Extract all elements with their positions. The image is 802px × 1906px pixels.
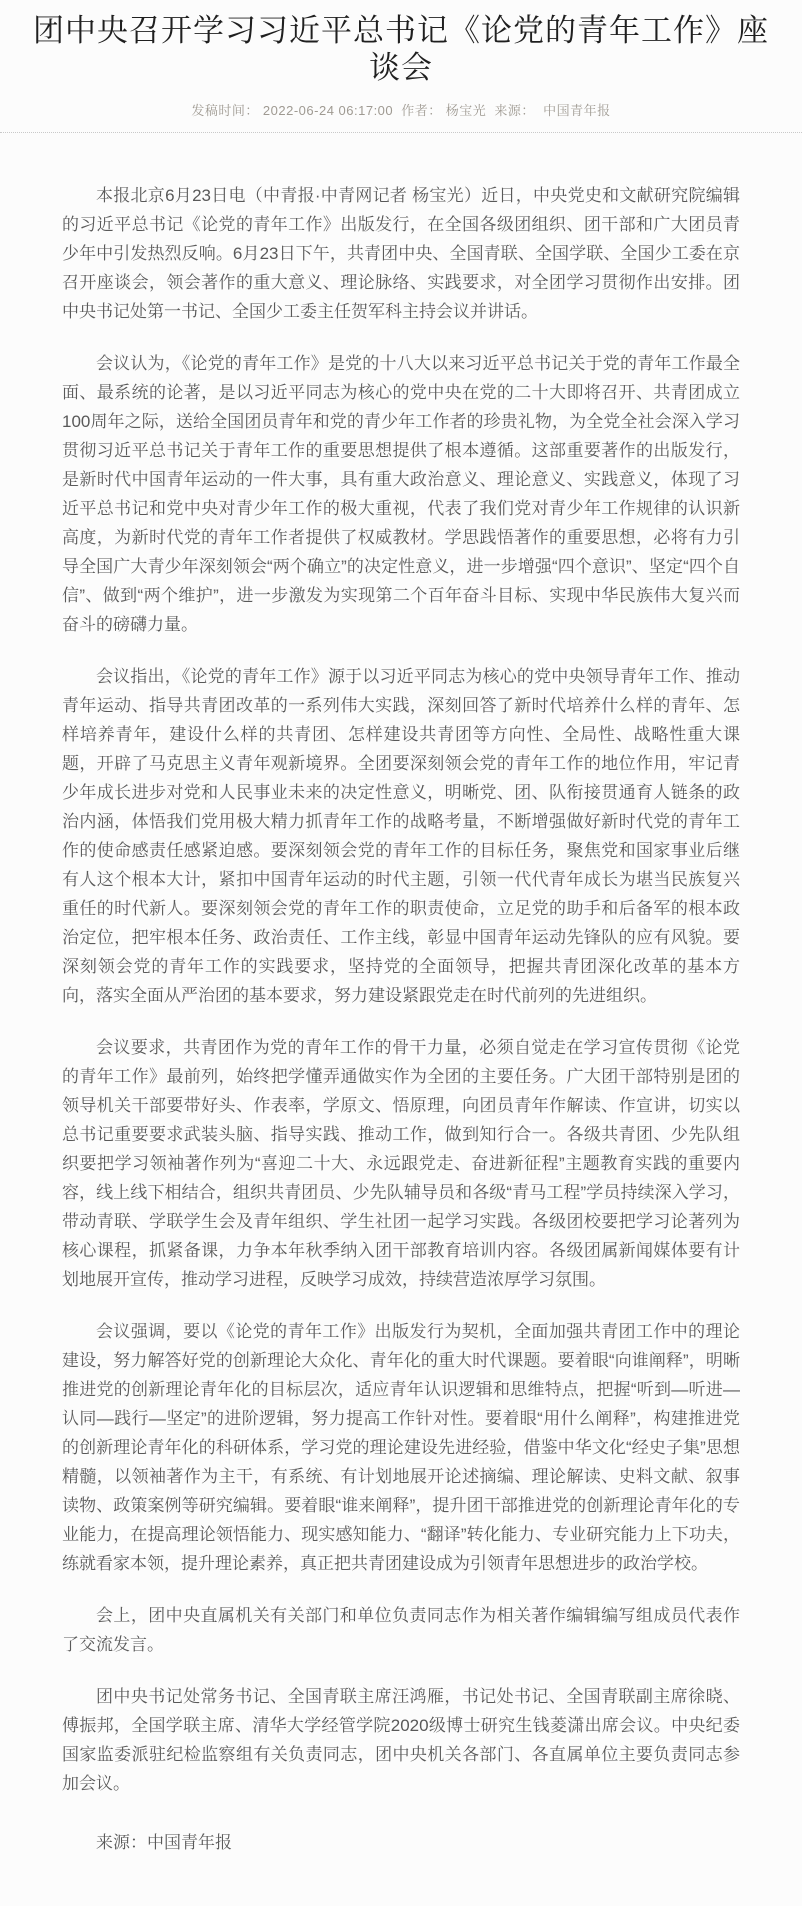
article-meta (26, 100, 776, 132)
source-value: 中国青年报 (543, 103, 611, 119)
article-header (0, 0, 802, 132)
paragraph-6: 会上，团中央直属机关有关部门和单位负责同志作为相关著作编辑编写组成员代表作了交流发言。 (62, 1606, 740, 1655)
publish-time-label: 发稿时间： (191, 103, 259, 119)
article-title: 团中央召开学习习近平总书记《论党的青年工作》座谈会 (33, 13, 769, 86)
paragraph-4: 会议要求，共青团作为党的青年工作的骨干力量，必须自觉走在学习宣传贯彻《论党的青年工作》最前列，始终把学懂弄通做实作为全团的主要任务。广大团干部特别是团的领导机关干部要带好头、作表率，学原文、悟原理，向团员青年作解读、作宣讲，切实以总书记重要要求武装头脑、指导实践、推动工作，做到知行合一。各级共青团、少先队组织要把学习领袖著作列为“喜迎二十大、永远跟党走、奋进新征程”主题教育实践的重要内容，线上线下相结合，组织共青团员、少先队辅导员和各级“青马工程”学员持续深入学习，带动青联、学联学生会及青年组织、学生社团一起学习实践。各级团校要把学习论著列为核心课程，抓紧备课，力争本年秋季纳入团干部教育培训内容。各级团属新闻媒体要有计划地展开宣传，推动学习进程，反映学习成效，持续营造浓厚学习氛围。 (62, 1038, 740, 1290)
paragraph-3: 会议指出，《论党的青年工作》源于以习近平同志为核心的党中央领导青年工作、推动青年运动、指导共青团改革的一系列伟大实践，深刻回答了新时代培养什么样的青年、怎样培养青年，建设什么样的共青团、怎样建设共青团等方向性、全局性、战略性重大课题，开辟了马克思主义青年观新境界。全团要深刻领会党的青年工作的地位作用，牢记青少年成长进步对党和人民事业未来的决定性意义，明晰党、团、队衔接贯通育人链条的政治内涵，体悟我们党用极大精力抓青年工作的战略考量，不断增强做好新时代党的青年工作的使命感责任感紧迫感。要深刻领会党的青年工作的目标任务，聚焦党和国家事业后继有人这个根本大计，紧扣中国青年运动的时代主题，引领一代代青年成长为堪当民族复兴重任的时代新人。要深刻领会党的青年工作的职责使命，立足党的助手和后备军的根本政治定位，把牢根本任务、政治责任、工作主线，彰显中国青年运动先锋队的应有风貌。要深刻领会党的青年工作的实践要求，坚持党的全面领导，把握共青团深化改革的基本方向，落实全面从严治团的基本要求，努力建设紧跟党走在时代前列的先进组织。 (62, 667, 740, 1006)
paragraph-7: 团中央书记处常务书记、全国青联主席汪鸿雁，书记处书记、全国青联副主席徐晓、傅振邦，全国学联主席、清华大学经管学院2020级博士研究生钱菱潇出席会议。中央纪委国家监委派驻纪检监察组有关负责同志，团中央机关各部门、各直属单位主要负责同志参加会议。 (62, 1687, 740, 1794)
author-label: 作者： (401, 103, 442, 119)
source-label: 来源： (494, 103, 535, 119)
author-value: 杨宝光 (445, 103, 487, 119)
publish-time-value: 2022-06-24 06:17:00 (262, 103, 394, 119)
article-body (0, 133, 802, 1906)
paragraph-1: 本报北京6月23日电（中青报·中青网记者 杨宝光）近日，中央党史和文献研究院编辑的习近平总书记《论党的青年工作》出版发行，在全国各级团组织、团干部和广大团员青少年中引发热烈反响。6月23日下午，共青团中央、全国青联、全国学联、全国少工委在京召开座谈会，领会著作的重大意义、理论脉络、实践要求，对全团学习贯彻作出安排。团中央书记处第一书记、全国少工委主任贺军科主持会议并讲话。 (62, 186, 740, 322)
paragraph-5: 会议强调，要以《论党的青年工作》出版发行为契机，全面加强共青团工作中的理论建设，努力解答好党的创新理论大众化、青年化的重大时代课题。要着眼“向谁阐释”，明晰推进党的创新理论青年化的目标层次，适应青年认识逻辑和思维特点，把握“听到—听进—认同—践行—坚定”的进阶逻辑，努力提高工作针对性。要着眼“用什么阐释”，构建推进党的创新理论青年化的科研体系，学习党的理论建设先进经验，借鉴中华文化“经史子集”思想精髓，以领袖著作为主干，有系统、有计划地展开论述摘编、理论解读、史料文献、叙事读物、政策案例等研究编辑。要着眼“谁来阐释”，提升团干部推进党的创新理论青年化的专业能力，在提高理论领悟能力、现实感知能力、“翻译”转化能力、专业研究能力上下功夫，练就看家本领，提升理论素养，真正把共青团建设成为引领青年思想进步的政治学校。 (62, 1322, 740, 1574)
paragraph-2: 会议认为，《论党的青年工作》是党的十八大以来习近平总书记关于党的青年工作最全面、最系统的论著，是以习近平同志为核心的党中央在党的二十大即将召开、共青团成立100周年之际，送给全国团员青年和党的青少年工作者的珍贵礼物，为全党全社会深入学习贯彻习近平总书记关于青年工作的重要思想提供了根本遵循。这部重要著作的出版发行，是新时代中国青年运动的一件大事，具有重大政治意义、理论意义、实践意义，体现了习近平总书记和党中央对青少年工作的极大重视，代表了我们党对青少年工作规律的认识新高度，为新时代党的青年工作者提供了权威教材。学思践悟著作的重要思想，必将有力引导全国广大青少年深刻领会“两个确立”的决定性意义，进一步增强“四个意识”、坚定“四个自信”、做到“两个维护”，进一步激发为实现第二个百年奋斗目标、实现中华民族伟大复兴而奋斗的磅礴力量。 (62, 354, 740, 635)
article-source-line: 来源：中国青年报 (96, 1833, 232, 1853)
